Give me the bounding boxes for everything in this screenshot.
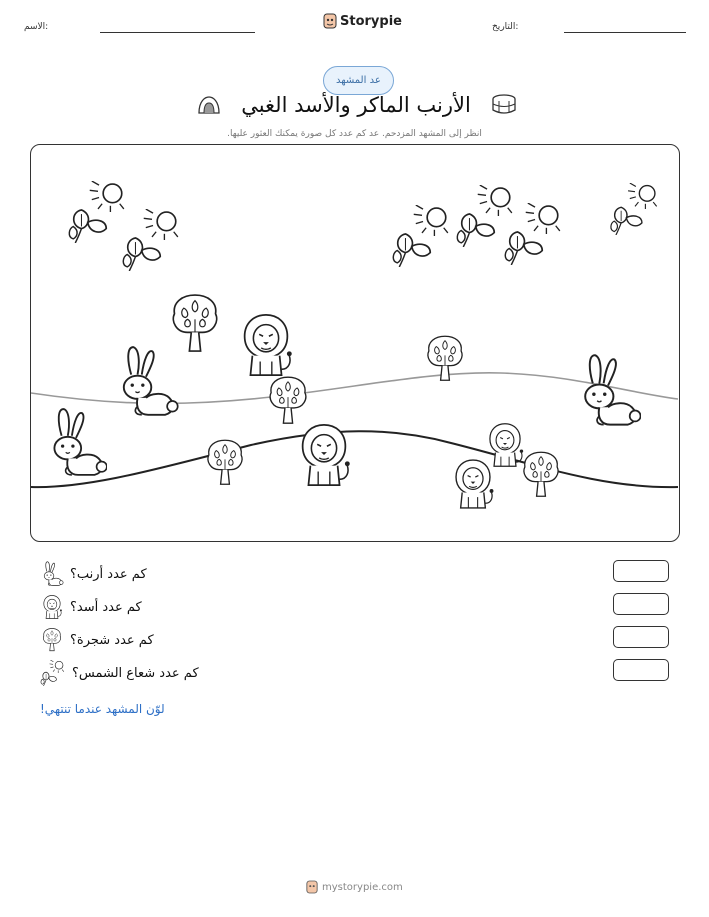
question-text: كم عدد شعاع الشمس؟	[72, 665, 199, 681]
tree-icon	[524, 452, 558, 496]
lion-icon	[456, 460, 493, 508]
question-row	[40, 660, 199, 686]
brand	[323, 13, 402, 29]
question-text: كم عدد شجرة؟	[70, 632, 154, 648]
question-row	[40, 627, 154, 653]
lion-icon	[40, 594, 64, 620]
name-line[interactable]	[100, 32, 255, 33]
answer-box[interactable]	[613, 560, 669, 582]
sun-flower-icon	[457, 185, 512, 247]
lion-icon	[303, 425, 350, 485]
scene-illustration	[31, 145, 678, 540]
answer-box[interactable]	[613, 593, 669, 615]
footer	[306, 880, 403, 894]
lion-icon	[245, 315, 292, 375]
brand-name: Storypie	[340, 13, 402, 29]
question-row	[40, 561, 147, 587]
lion-icon	[490, 424, 523, 467]
cave-icon	[197, 95, 221, 115]
tree-icon	[40, 627, 64, 653]
sun-flower-icon	[393, 205, 448, 267]
question-row	[40, 594, 142, 620]
tree-icon	[270, 377, 306, 423]
footer-url[interactable]: mystorypie.com	[322, 881, 403, 893]
question-text: كم عدد أسد؟	[70, 599, 142, 615]
rabbit-icon	[124, 347, 178, 415]
sun-flower-icon	[611, 183, 657, 235]
page-title: الأرنب الماكر والأسد الغبي	[241, 93, 471, 117]
rabbit-icon	[40, 561, 64, 587]
hill-line-front	[31, 431, 678, 487]
tree-icon	[173, 295, 216, 351]
sun-flower-icon	[505, 203, 560, 265]
tree-icon	[208, 440, 242, 484]
date-label: التاريخ:	[492, 22, 519, 32]
storypie-logo-icon	[306, 880, 318, 894]
color-instruction: لوّن المشهد عندما تنتهي!	[40, 702, 165, 716]
title-row	[197, 93, 517, 117]
sun-flower-icon	[69, 181, 124, 243]
scene-frame	[30, 144, 680, 542]
instructions: انظر إلى المشهد المزدحم. عد كم عدد كل صورة يمكنك العثور عليها.	[227, 129, 482, 139]
scene-count-badge: عد المشهد	[323, 66, 394, 95]
storypie-logo-icon	[323, 13, 337, 29]
rabbit-icon	[585, 355, 640, 424]
name-label: الاسم:	[24, 22, 49, 32]
sun-flower-icon	[123, 209, 178, 271]
question-text: كم عدد أرنب؟	[70, 566, 147, 582]
answer-box[interactable]	[613, 659, 669, 681]
rabbit-icon	[54, 409, 106, 475]
answer-box[interactable]	[613, 626, 669, 648]
well-icon	[491, 94, 517, 116]
date-line[interactable]	[564, 32, 686, 33]
sun-flower-icon	[40, 660, 66, 686]
